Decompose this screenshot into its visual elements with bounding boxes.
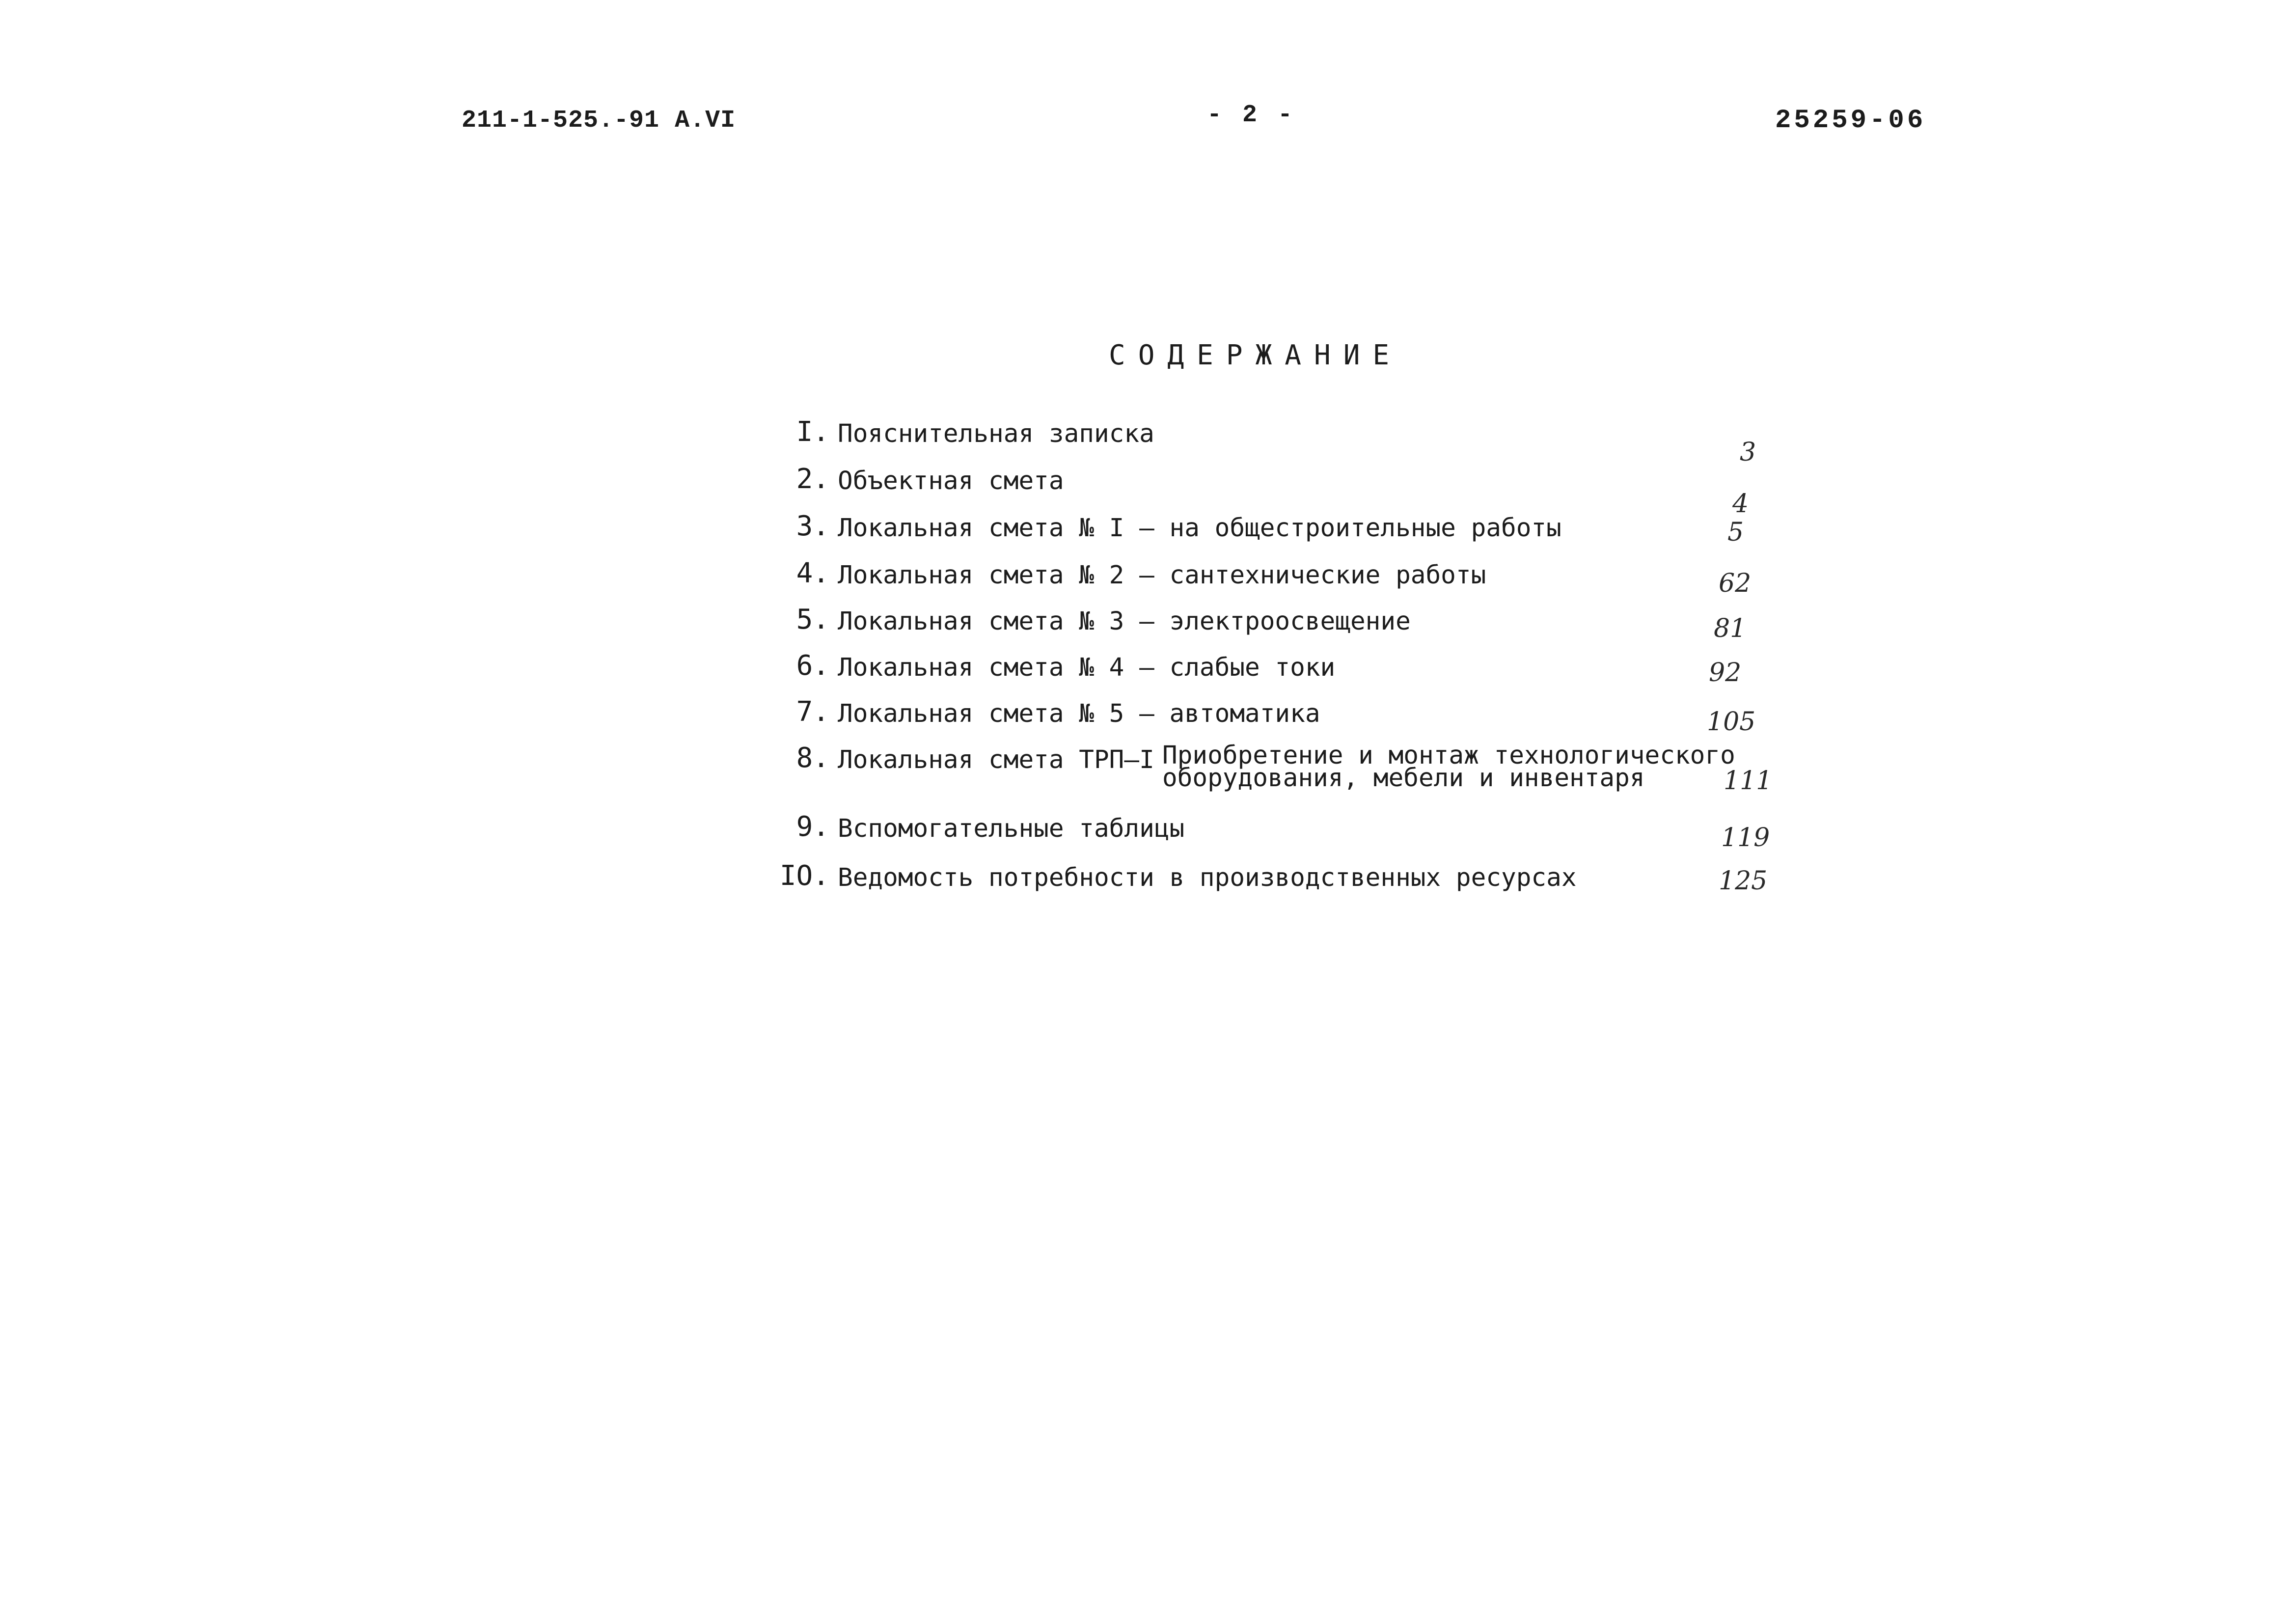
- toc-entry: [0, 650, 2273, 699]
- entry-page: 3: [1740, 438, 1756, 467]
- entry-number: 2.: [796, 463, 829, 495]
- entry-title: Локальная смета ТРП–I: [838, 745, 1154, 774]
- entry-page: 4: [1732, 489, 1749, 519]
- entry-number: 7.: [796, 696, 829, 728]
- toc-entry: [0, 511, 2273, 560]
- toc-entry: [0, 696, 2273, 745]
- entry-page: 81: [1714, 614, 1747, 643]
- entry-title: Локальная смета № 3 – электроосвещение: [838, 607, 1411, 636]
- toc-entry: [0, 464, 2273, 513]
- entry-number: 9.: [796, 811, 829, 843]
- entry-title: Пояснительная записка: [838, 419, 1154, 448]
- contents-title: СОДЕРЖАНИЕ: [1109, 339, 1402, 371]
- entry-title: Объектная смета: [838, 467, 1064, 495]
- entry-page: 62: [1719, 569, 1752, 598]
- entry-number: 8.: [796, 742, 829, 774]
- entry-page: 5: [1727, 518, 1744, 547]
- entry-page: 119: [1721, 823, 1770, 853]
- toc-entry: [0, 416, 2273, 466]
- entry-number: 3.: [796, 510, 829, 542]
- entry-number: 4.: [796, 557, 829, 589]
- toc-entry: [0, 558, 2273, 607]
- entry-page: 105: [1707, 707, 1756, 737]
- toc-entry: [0, 604, 2273, 653]
- entry-page: 125: [1719, 866, 1768, 896]
- page-number: - 2 -: [1207, 101, 1296, 129]
- entry-number: IO.: [779, 860, 829, 892]
- archive-number: 25259-06: [1775, 106, 1926, 136]
- entry-title: Ведомость потребности в производственных ресурсах: [838, 863, 1577, 892]
- entry-title: Вспомогательные таблицы: [838, 814, 1185, 843]
- entry-title-continued: Приобретение и монтаж технологического оборудования, мебели и инвентаря: [1162, 741, 1735, 793]
- entry-title: Локальная смета № 2 – сантехнические работы: [838, 561, 1486, 590]
- entry-title: Локальная смета № 4 – слабые токи: [838, 653, 1336, 682]
- entry-number: 6.: [796, 650, 829, 682]
- entry-page: 111: [1724, 766, 1773, 796]
- entry-number: 5.: [796, 604, 829, 635]
- entry-title: Локальная смета № 5 – автоматика: [838, 699, 1320, 728]
- entry-number: I.: [796, 416, 829, 448]
- document-code: 211-1-525.-91 А.VI: [462, 107, 736, 135]
- toc-entry: [0, 743, 2273, 816]
- entry-title: Локальная смета № I – на общестроительные работы: [838, 514, 1561, 543]
- toc-entry: [0, 811, 2273, 860]
- toc-entry: [0, 860, 2273, 909]
- entry-page: 92: [1709, 658, 1742, 688]
